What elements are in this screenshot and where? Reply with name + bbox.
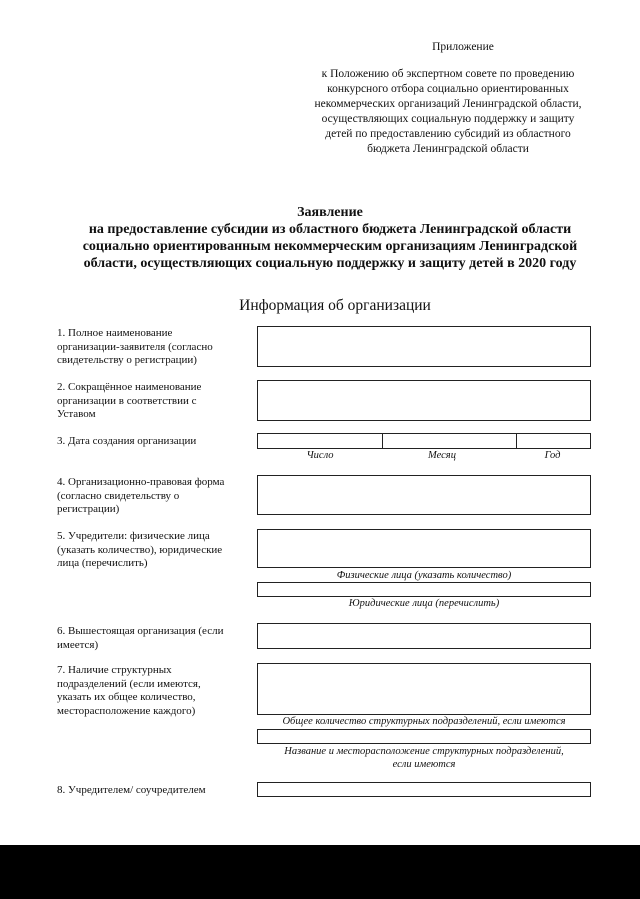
short-name-input[interactable] [257, 380, 591, 421]
field-label-line: (указать количество), юридические [57, 543, 223, 556]
day-caption: Число [306, 450, 334, 461]
subdivisions-count-input[interactable] [257, 663, 591, 715]
field-label-line: Уставом [57, 408, 96, 420]
month-caption: Месяц [428, 450, 456, 461]
field-label-line: указать их общее количество, [57, 691, 196, 703]
founding-date-input[interactable] [257, 433, 591, 449]
field-label-line: имеется) [57, 638, 99, 651]
individual-founders-caption: Физические лица (указать количество) [336, 570, 512, 581]
field-1-label [57, 327, 249, 368]
subdivisions-location-input[interactable] [257, 729, 591, 744]
heading-line: социально ориентированным некоммерческим организациям Ленинградской [82, 239, 578, 254]
subdivisions-count-caption: Общее количество структурных подразделений, если имеются [282, 716, 566, 727]
appendix-line: некоммерческих организаций Ленинградской области, [314, 98, 582, 110]
field-label-line: регистрации) [57, 503, 120, 515]
appendix-block [300, 40, 596, 157]
individual-founders-input[interactable] [257, 529, 591, 568]
appendix-line: бюджета Ленинградской области [367, 143, 529, 155]
field-label-line: (согласно свидетельству о [57, 489, 180, 502]
appendix-line: к Положению об экспертном совете по проведению [321, 68, 575, 80]
field-label-line: месторасположение каждого) [57, 704, 196, 717]
legal-form-input[interactable] [257, 475, 591, 515]
field-label-line: 4. Организационно-правовая форма [57, 476, 225, 488]
field-label-line: 3. Дата создания организации [57, 435, 197, 447]
heading-title: Заявление [297, 205, 363, 220]
scan-border [0, 845, 640, 899]
field-label-line: 5. Учредители: физические лица [57, 530, 210, 542]
founder-input[interactable] [257, 782, 591, 797]
field-8-label [57, 784, 249, 798]
appendix-line: детей по предоставлению субсидий из областного [325, 128, 571, 140]
field-label-line: 7. Наличие структурных [57, 664, 172, 676]
field-label-line: подразделений (если имеются, [57, 677, 201, 690]
heading-line: области, осуществляющих социальную поддержку и защиту детей в 2020 году [83, 256, 577, 271]
field-7-label [57, 664, 249, 718]
legal-founders-caption: Юридические лица (перечислить) [348, 598, 500, 609]
full-name-input[interactable] [257, 326, 591, 367]
field-label-line: организации в соответствии с [57, 394, 197, 407]
field-label-line: организации-заявителя (согласно [57, 340, 213, 353]
field-label-line: 6. Вышестоящая организация (если [57, 625, 224, 637]
field-label-line: 1. Полное наименование [57, 327, 173, 339]
field-label-line: свидетельству о регистрации) [57, 354, 197, 366]
field-2-label [57, 381, 249, 422]
field-label-line: 2. Сокращённое наименование [57, 381, 202, 393]
field-3-label [57, 435, 249, 449]
subdivisions-location-caption [257, 745, 591, 771]
appendix-line: конкурсного отбора социально ориентированных [327, 83, 569, 95]
field-label-line: 8. Учредителем/ соучредителем [57, 784, 206, 796]
section-title: Информация об организации [239, 297, 431, 314]
date-divider [382, 434, 383, 448]
heading-line: на предоставление субсидии из областного бюджета Ленинградской области [88, 222, 572, 237]
document-heading [40, 204, 620, 272]
year-caption: Год [544, 450, 561, 461]
caption-line: Название и месторасположение структурных подразделений, [284, 746, 564, 757]
parent-organization-input[interactable] [257, 623, 591, 649]
legal-founders-input[interactable] [257, 582, 591, 597]
date-divider [516, 434, 517, 448]
appendix-line: осуществляющих социальную поддержку и защиту [321, 113, 575, 125]
field-4-label [57, 476, 249, 517]
field-6-label [57, 625, 249, 652]
appendix-title: Приложение [432, 41, 494, 53]
field-label-line: лица (перечислить) [57, 557, 148, 569]
field-5-label [57, 530, 249, 571]
caption-line: если имеются [392, 759, 456, 770]
